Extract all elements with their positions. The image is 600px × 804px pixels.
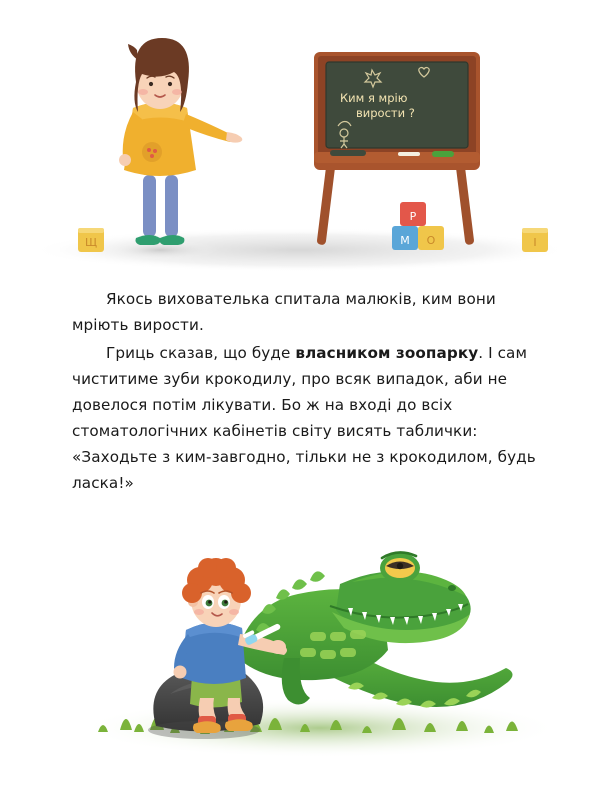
bottom-illustration: [0, 480, 600, 800]
blackboard-text-line1: Ким я мрію: [340, 91, 408, 105]
paragraph-2-part2: . І сам чиститиме зуби крокодилу, про всяк випадок, аби не довелося потім лікувати. Бо ж на вході до всіх стоматологічних кабінетів світу висять таблички: «Заходьте з ким-завгодно, тільки не з крокодилом, будь ласка!»: [72, 344, 536, 492]
boy-hand: [270, 640, 286, 654]
toy-block-stack: [392, 202, 444, 250]
paragraph-2-bold: власником зоопарку: [295, 344, 479, 362]
green-eraser: [432, 151, 454, 157]
svg-text:О: О: [426, 234, 436, 247]
eraser: [330, 150, 366, 156]
toy-block-i: [522, 228, 548, 252]
blackboard-text-line2: вирости ?: [356, 106, 415, 120]
paragraph-2-part1: Гриць сказав, що буде: [106, 344, 296, 362]
teacher-figure: [102, 38, 242, 260]
toy-block-shcha: [78, 228, 104, 252]
bottom-illustration-svg: [0, 480, 600, 800]
svg-text:М: М: [400, 234, 410, 247]
top-illustration-svg: [0, 0, 600, 280]
body-text: [72, 286, 542, 496]
svg-text:Щ: Щ: [84, 236, 98, 249]
paragraph-1: Якось вихователька спитала малюків, ким вони мріють вирости.: [72, 290, 496, 334]
chalk-stick: [398, 152, 420, 156]
svg-text:І: І: [533, 236, 537, 249]
svg-text:Р: Р: [409, 210, 417, 223]
blackboard: [314, 52, 480, 245]
paragraph-2: [72, 340, 542, 496]
top-illustration: [0, 0, 600, 280]
